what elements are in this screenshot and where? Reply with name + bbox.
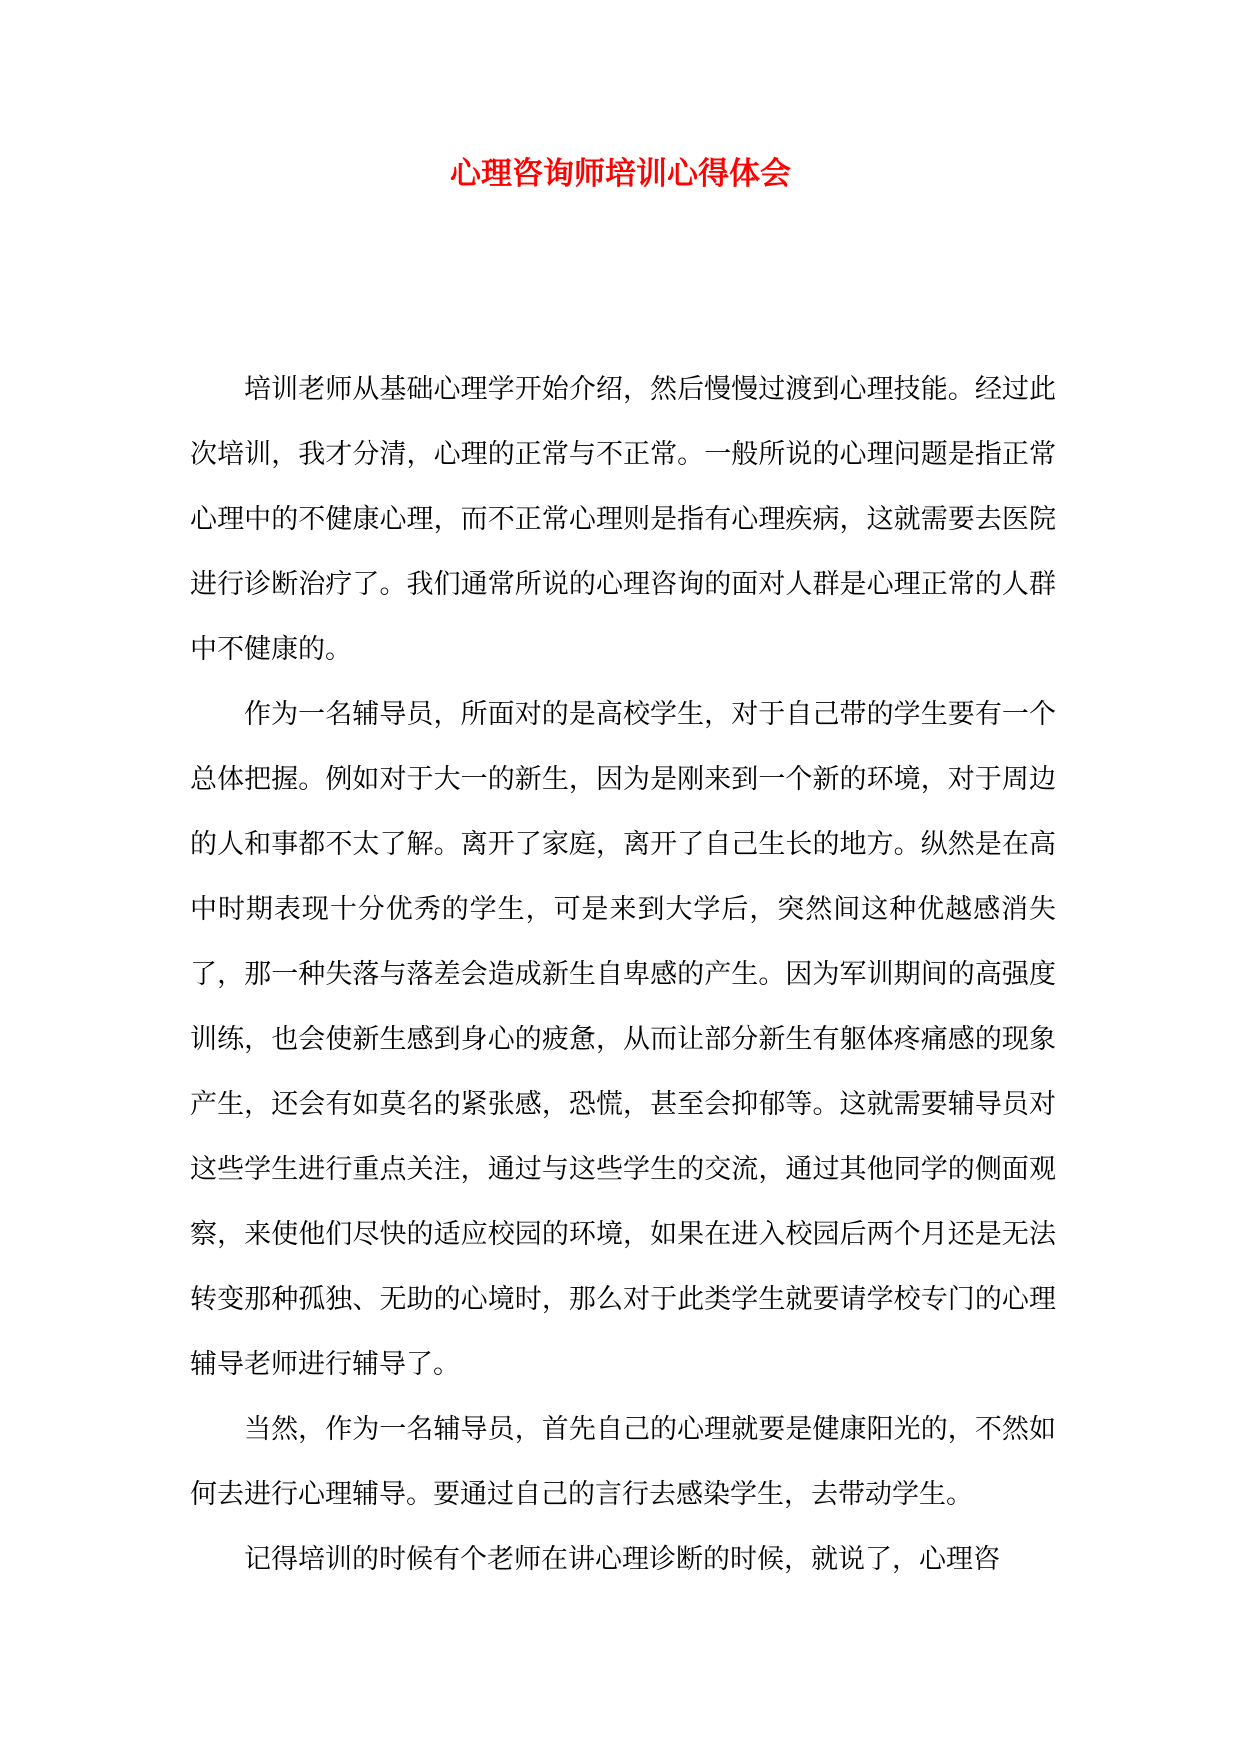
paragraph: 作为一名辅导员，所面对的是高校学生，对于自己带的学生要有一个总体把握。例如对于大一的新生，因为是刚来到一个新的环境，对于周边的人和事都不太了解。离开了家庭，离开了自己生长的地方。纵然是在高中时期表现十分优秀的学生，可是来到大学后，突然间这种优越感消失了，那一种失落与落差会造成新生自卑感的产生。因为军训期间的高强度训练，也会使新生感到身心的疲惫，从而让部分新生有躯体疼痛感的现象产生，还会有如莫名的紧张感，恐慌，甚至会抑郁等。这就需要辅导员对这些学生进行重点关注，通过与这些学生的交流，通过其他同学的侧面观察，来使他们尽快的适应校园的环境，如果在进入校园后两个月还是无法转变那种孤独、无助的心境时，那么对于此类学生就要请学校专门的心理辅导老师进行辅导了。	[190, 699, 1056, 1380]
paragraph: 当然，作为一名辅导员，首先自己的心理就要是健康阳光的，不然如何去进行心理辅导。要通过自己的言行去感染学生，去带动学生。	[190, 1414, 1056, 1510]
document-title: 心理咨询师培训心得体会	[450, 156, 791, 192]
document-body	[190, 357, 1056, 1592]
paragraph: 记得培训的时候有个老师在讲心理诊断的时候，就说了，心理咨	[244, 1544, 1000, 1575]
paragraph: 培训老师从基础心理学开始介绍，然后慢慢过渡到心理技能。经过此次培训，我才分清，心理的正常与不正常。一般所说的心理问题是指正常心理中的不健康心理，而不正常心理则是指有心理疾病，这就需要去医院进行诊断治疗了。我们通常所说的心理咨询的面对人群是心理正常的人群中不健康的。	[190, 374, 1056, 665]
